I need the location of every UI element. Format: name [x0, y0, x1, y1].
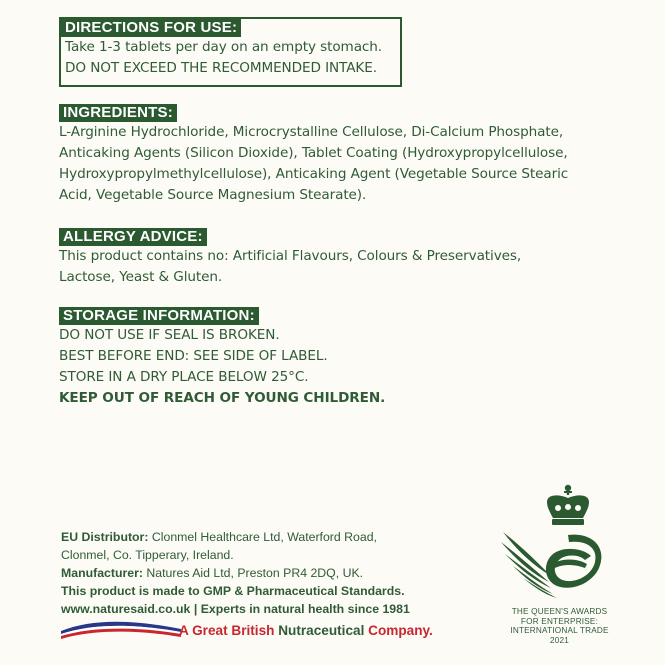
allergy-line-1: This product contains no: Artificial Flavours, Colours & Preservatives, — [59, 248, 522, 264]
award-line-3: INTERNATIONAL TRADE — [510, 626, 609, 635]
manufacturer-line — [61, 564, 481, 582]
ingredients-heading: INGREDIENTS: — [59, 104, 177, 122]
manufacturer-label: Manufacturer: — [61, 566, 143, 580]
award-caption — [492, 607, 627, 645]
allergy-line-2: Lactose, Yeast & Gluten. — [59, 269, 223, 285]
ingredients-line-4: Acid, Vegetable Source Magnesium Stearate). — [59, 187, 367, 203]
directions-line-2: DO NOT EXCEED THE RECOMMENDED INTAKE. — [65, 60, 377, 76]
storage-heading: STORAGE INFORMATION: — [59, 307, 259, 325]
manufacturer-value: Natures Aid Ltd, Preston PR4 2DQ, UK. — [146, 566, 364, 580]
directions-box — [59, 17, 402, 87]
ingredients-line-3: Hydroxypropylmethylcellulose), Anticaking Agent (Vegetable Source Stearic — [59, 166, 569, 182]
storage-line-3: STORE IN A DRY PLACE BELOW 25°C. — [59, 369, 309, 385]
website-separator: | — [193, 602, 198, 616]
distributor-value: Clonmel Healthcare Ltd, Waterford Road, — [151, 530, 377, 544]
gmp-line — [61, 582, 481, 600]
tagline-text — [179, 623, 433, 639]
directions-heading: DIRECTIONS FOR USE: — [61, 19, 241, 37]
storage-line-1: DO NOT USE IF SEAL IS BROKEN. — [59, 327, 280, 343]
ingredients-line-2: Anticaking Agents (Silicon Dioxide), Tablet Coating (Hydroxypropylcellulose, — [59, 145, 568, 161]
directions-line-1: Take 1-3 tablets per day on an empty stomach. — [65, 39, 383, 55]
distributor-line — [61, 528, 481, 546]
award-year: 2021 — [549, 635, 569, 645]
tagline-part-1: A Great British — [179, 623, 275, 638]
allergy-heading: ALLERGY ADVICE: — [59, 228, 207, 246]
footer-info — [61, 528, 481, 618]
ingredients-line-1: L-Arginine Hydrochloride, Microcrystalline Cellulose, Di-Calcium Phosphate, — [59, 124, 564, 140]
distributor-label: EU Distributor: — [61, 530, 149, 544]
tagline — [61, 615, 441, 645]
ingredients-section — [59, 104, 619, 206]
storage-line-2: BEST BEFORE END: SEE SIDE OF LABEL. — [59, 348, 328, 364]
tagline-part-3: Company. — [368, 623, 433, 638]
website-link[interactable]: www.naturesaid.co.uk — [61, 602, 191, 616]
tagline-part-2: Nutraceutical — [278, 623, 365, 638]
gmp-text: This product is made to GMP & Pharmaceutical Standards. — [61, 584, 405, 598]
award-line-1: THE QUEEN'S AWARDS — [511, 607, 608, 616]
website-slogan: Experts in natural health since 1981 — [200, 602, 410, 616]
storage-section — [59, 307, 619, 409]
distributor-line-2: Clonmel, Co. Tipperary, Ireland. — [61, 548, 234, 562]
award-line-2: FOR ENTERPRISE: — [520, 616, 599, 626]
storage-line-4: KEEP OUT OF REACH OF YOUNG CHILDREN. — [59, 390, 386, 406]
allergy-section — [59, 228, 619, 288]
union-flag-swoosh-icon — [61, 617, 181, 641]
